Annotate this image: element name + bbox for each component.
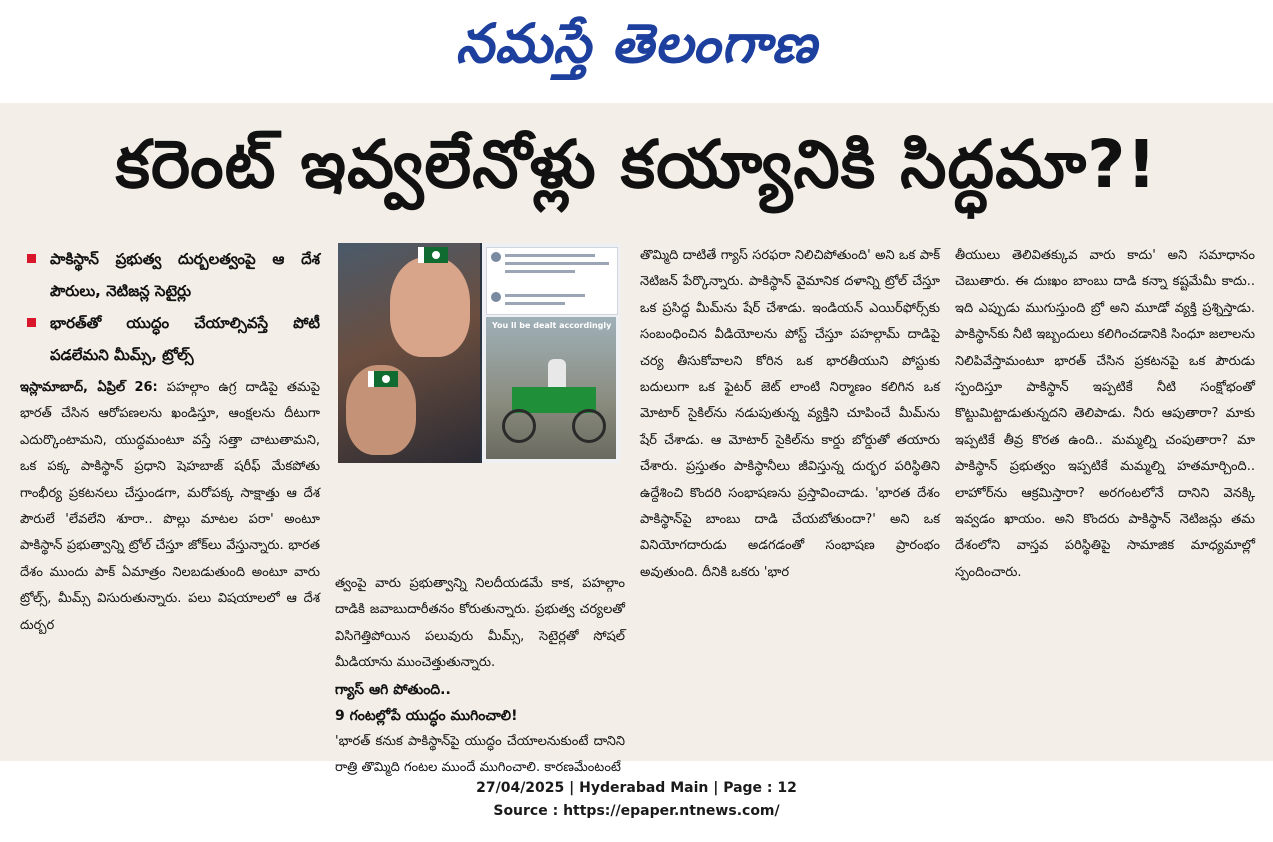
pakistan-flag-icon xyxy=(368,371,398,387)
article-column-1 xyxy=(20,243,320,639)
text-line-icon xyxy=(505,262,609,265)
text-line-icon xyxy=(505,302,565,305)
text-line-icon xyxy=(505,254,595,257)
avatar-icon xyxy=(491,252,501,262)
tweet-card xyxy=(486,247,618,315)
pakistan-flag-icon xyxy=(418,247,448,263)
headline: కరెంట్ ఇవ్వలేనోళ్లు కయ్యానికి సిద్ధమా?! xyxy=(115,125,1158,203)
subhead: గ్యాస్ ఆగి పోతుంది.. xyxy=(335,681,451,698)
bullet-square-icon xyxy=(27,318,36,327)
article-column-3 xyxy=(640,243,940,586)
bullet-text: పాకిస్థాన్ ప్రభుత్వ దుర్బలత్వంపై ఆ దేశ పౌరులు, నెటిజన్ల సెటైర్లు xyxy=(50,250,320,300)
text-line-icon xyxy=(505,270,575,273)
meme-right-panel xyxy=(482,243,620,463)
masthead-logo: నమస్తే తెలంగాణ xyxy=(455,11,818,75)
bullet-list xyxy=(20,243,320,371)
article-clipping xyxy=(0,103,1273,776)
avatar-icon xyxy=(491,292,501,302)
body-text: 'భారత్ కనుక పాకిస్థాన్‌పై యుద్ధం చేయాలనుకుంటే దానిని రాత్రి తొమ్మిది గంటల ముందే ముగించాలి. కారణమేంటంటే xyxy=(335,733,625,776)
meme-left-panel xyxy=(338,243,480,463)
meme-caption: You ll be dealt accordingly xyxy=(492,321,612,330)
footer-source: Source : https://epaper.ntnews.com/ xyxy=(493,803,780,819)
body-text: పహల్గాం ఉగ్ర దాడిపై తమపై భారత్ చేసిన ఆరోపణలను ఖండిస్తూ, ఆంక్షలను దీటుగా ఎదుర్కొంటామని, యుద్ధమంటూ వస్తే సత్తా చాటుతామని, ఒక పక్క పాకిస్థాన్ ప్రధాని షెహబాజ్ షరీఫ్ మేకపోతు గాంభీర్య ప్రకటనలు చేస్తుండగా, మరోపక్క సాక్షాత్తు ఆ దేశ పౌరులే 'లేవలేని శూరా.. పొల్లు మాటల పరా' అంటూ పాకిస్థాన్ ప్రభుత్వాన్ని ట్రోల్ చేస్తూ జోక్‌లు వేస్తున్నారు. భారత దేశం ముందు పాక్ ఏమాత్రం నిలబడుతుంది అంటూ వారు ట్రోల్స్, మీమ్స్ విసురుతున్నారు. పలు విషయాలలో ఆ దేశ దుర్బర xyxy=(20,380,320,633)
body-text: తొమ్మిది దాటితే గ్యాస్ సరఫరా నిలిచిపోతుంది' అని ఒక పాక్ నెటిజన్ పేర్కొన్నారు. పాకిస్థాన్ వైమానిక దళాన్ని ట్రోల్ చేస్తూ ఒక ప్రసిద్ధ మీమ్‌ను షేర్ చేశాడు. ఇండియన్ ఎయిర్‌ఫోర్స్‌కు సంబంధించిన వీడియోలను పోస్ట్ చేస్తూ పహల్గామ్ దాడిపై చర్య తీసుకోవాలని కోరిన ఒక భారతీయుని పోస్టుకు బదులుగా ఒక ఫైటర్ జెట్ లాంటి నిర్మాణం కలిగిన ఒక మోటార్ సైకిల్‌ను నడుపుతున్న వ్యక్తిని చూపించే మీమ్‌ను షేర్ చేశాడు. ఆ మోటార్ సైకిల్‌ను కార్డు బోర్డుతో తయారు చేశారు. ప్రస్తుతం పాకిస్థానీలు జీవిస్తున్న దుర్భర పరిస్థితిని ఉద్దేశించి కొందరి సంభాషణను ప్రస్తావించాడు. 'భారత దేశం పాకిస్థాన్‌పై బాంబు దాడి చేయబోతుందా?' అని ఒక వినియోగదారుడు అడగడంతో సంభాషణ ప్రారంభం అవుతుంది. దీనికి ఒకరు 'భార xyxy=(640,248,940,580)
bike-meme xyxy=(486,317,616,459)
meme-photo xyxy=(338,243,620,463)
masthead xyxy=(0,0,1273,100)
bullet-item xyxy=(20,307,320,371)
text-line-icon xyxy=(505,294,585,297)
footer-date-edition: 27/04/2025 | Hyderabad Main | Page : 12 xyxy=(476,780,797,796)
article-column-4 xyxy=(955,243,1255,586)
subhead: 9 గంటల్లోపే యుద్ధం ముగించాలి! xyxy=(335,707,518,724)
bullet-item xyxy=(20,243,320,307)
wheel-icon xyxy=(572,409,606,443)
dateline: ఇస్లామాబాద్, ఏప్రిల్ 26: xyxy=(20,380,158,395)
body-text: త్వంపై వారు ప్రభుత్వాన్ని నిలదీయడమే కాక, పహల్గాం దాడికి జవాబుదారీతనం కోరుతున్నారు. ప్రభుత్వ చర్యలతో విసిగెత్తిపోయిన పలువురు మీమ్స్, సెటైర్లతో సోషల్ మీడియాను ముంచెత్తుతున్నారు. xyxy=(335,576,625,671)
wheel-icon xyxy=(502,409,536,443)
bullet-square-icon xyxy=(27,254,36,263)
body-text: తీయులు తెలివితక్కువ వారు కాదు' అని సమాధానం చెబుతారు. ఈ దుఃఖం బాంబు దాడి కన్నా కష్టమేమీ కాదు.. ఇది ఎప్పుడు ముగుస్తుంది బ్రో అని మూడో వ్యక్తి ప్రశ్నిస్తాడు. పాకిస్థాన్‌కు నీటి ఇబ్బందులు కలిగించడానికి సింధూ జలాలను నిలిపివేస్తామంటూ భారత్ చేసిన ప్రకటనపై ఒక పౌరుడు స్పందిస్తూ పాకిస్థాన్ ఇప్పటికే నీటి సంక్షోభంతో కొట్టుమిట్టాడుతున్నదని తెలిపాడు. నీరు ఆపుతారా? మాకు ఇప్పటికే తీవ్ర కొరత ఉంది.. మమ్మల్ని చంపుతారా? మా పాకిస్థాన్ ప్రభుత్వం ఇప్పటికే మమ్మల్ని హతమార్చింది.. లాహోర్‌ను ఆక్రమిస్తారా? అరగంటలోనే దానిని వెనక్కి ఇవ్వడం ఖాయం. అని కొందరు పాకిస్థాన్ నెటిజన్లు తమ దేశంలోని వాస్తవ పరిస్థితిపై సామాజిక మాధ్యమాల్లో స్పందించారు. xyxy=(955,248,1255,580)
paragraph xyxy=(20,375,320,639)
bullet-text: భారత్‌తో యుద్ధం చేయాల్సివస్తే పోటీ పడలేమని మీమ్స్, ట్రోల్స్ xyxy=(50,314,320,364)
article-column-2 xyxy=(335,571,625,781)
face-shape-icon xyxy=(390,257,470,357)
